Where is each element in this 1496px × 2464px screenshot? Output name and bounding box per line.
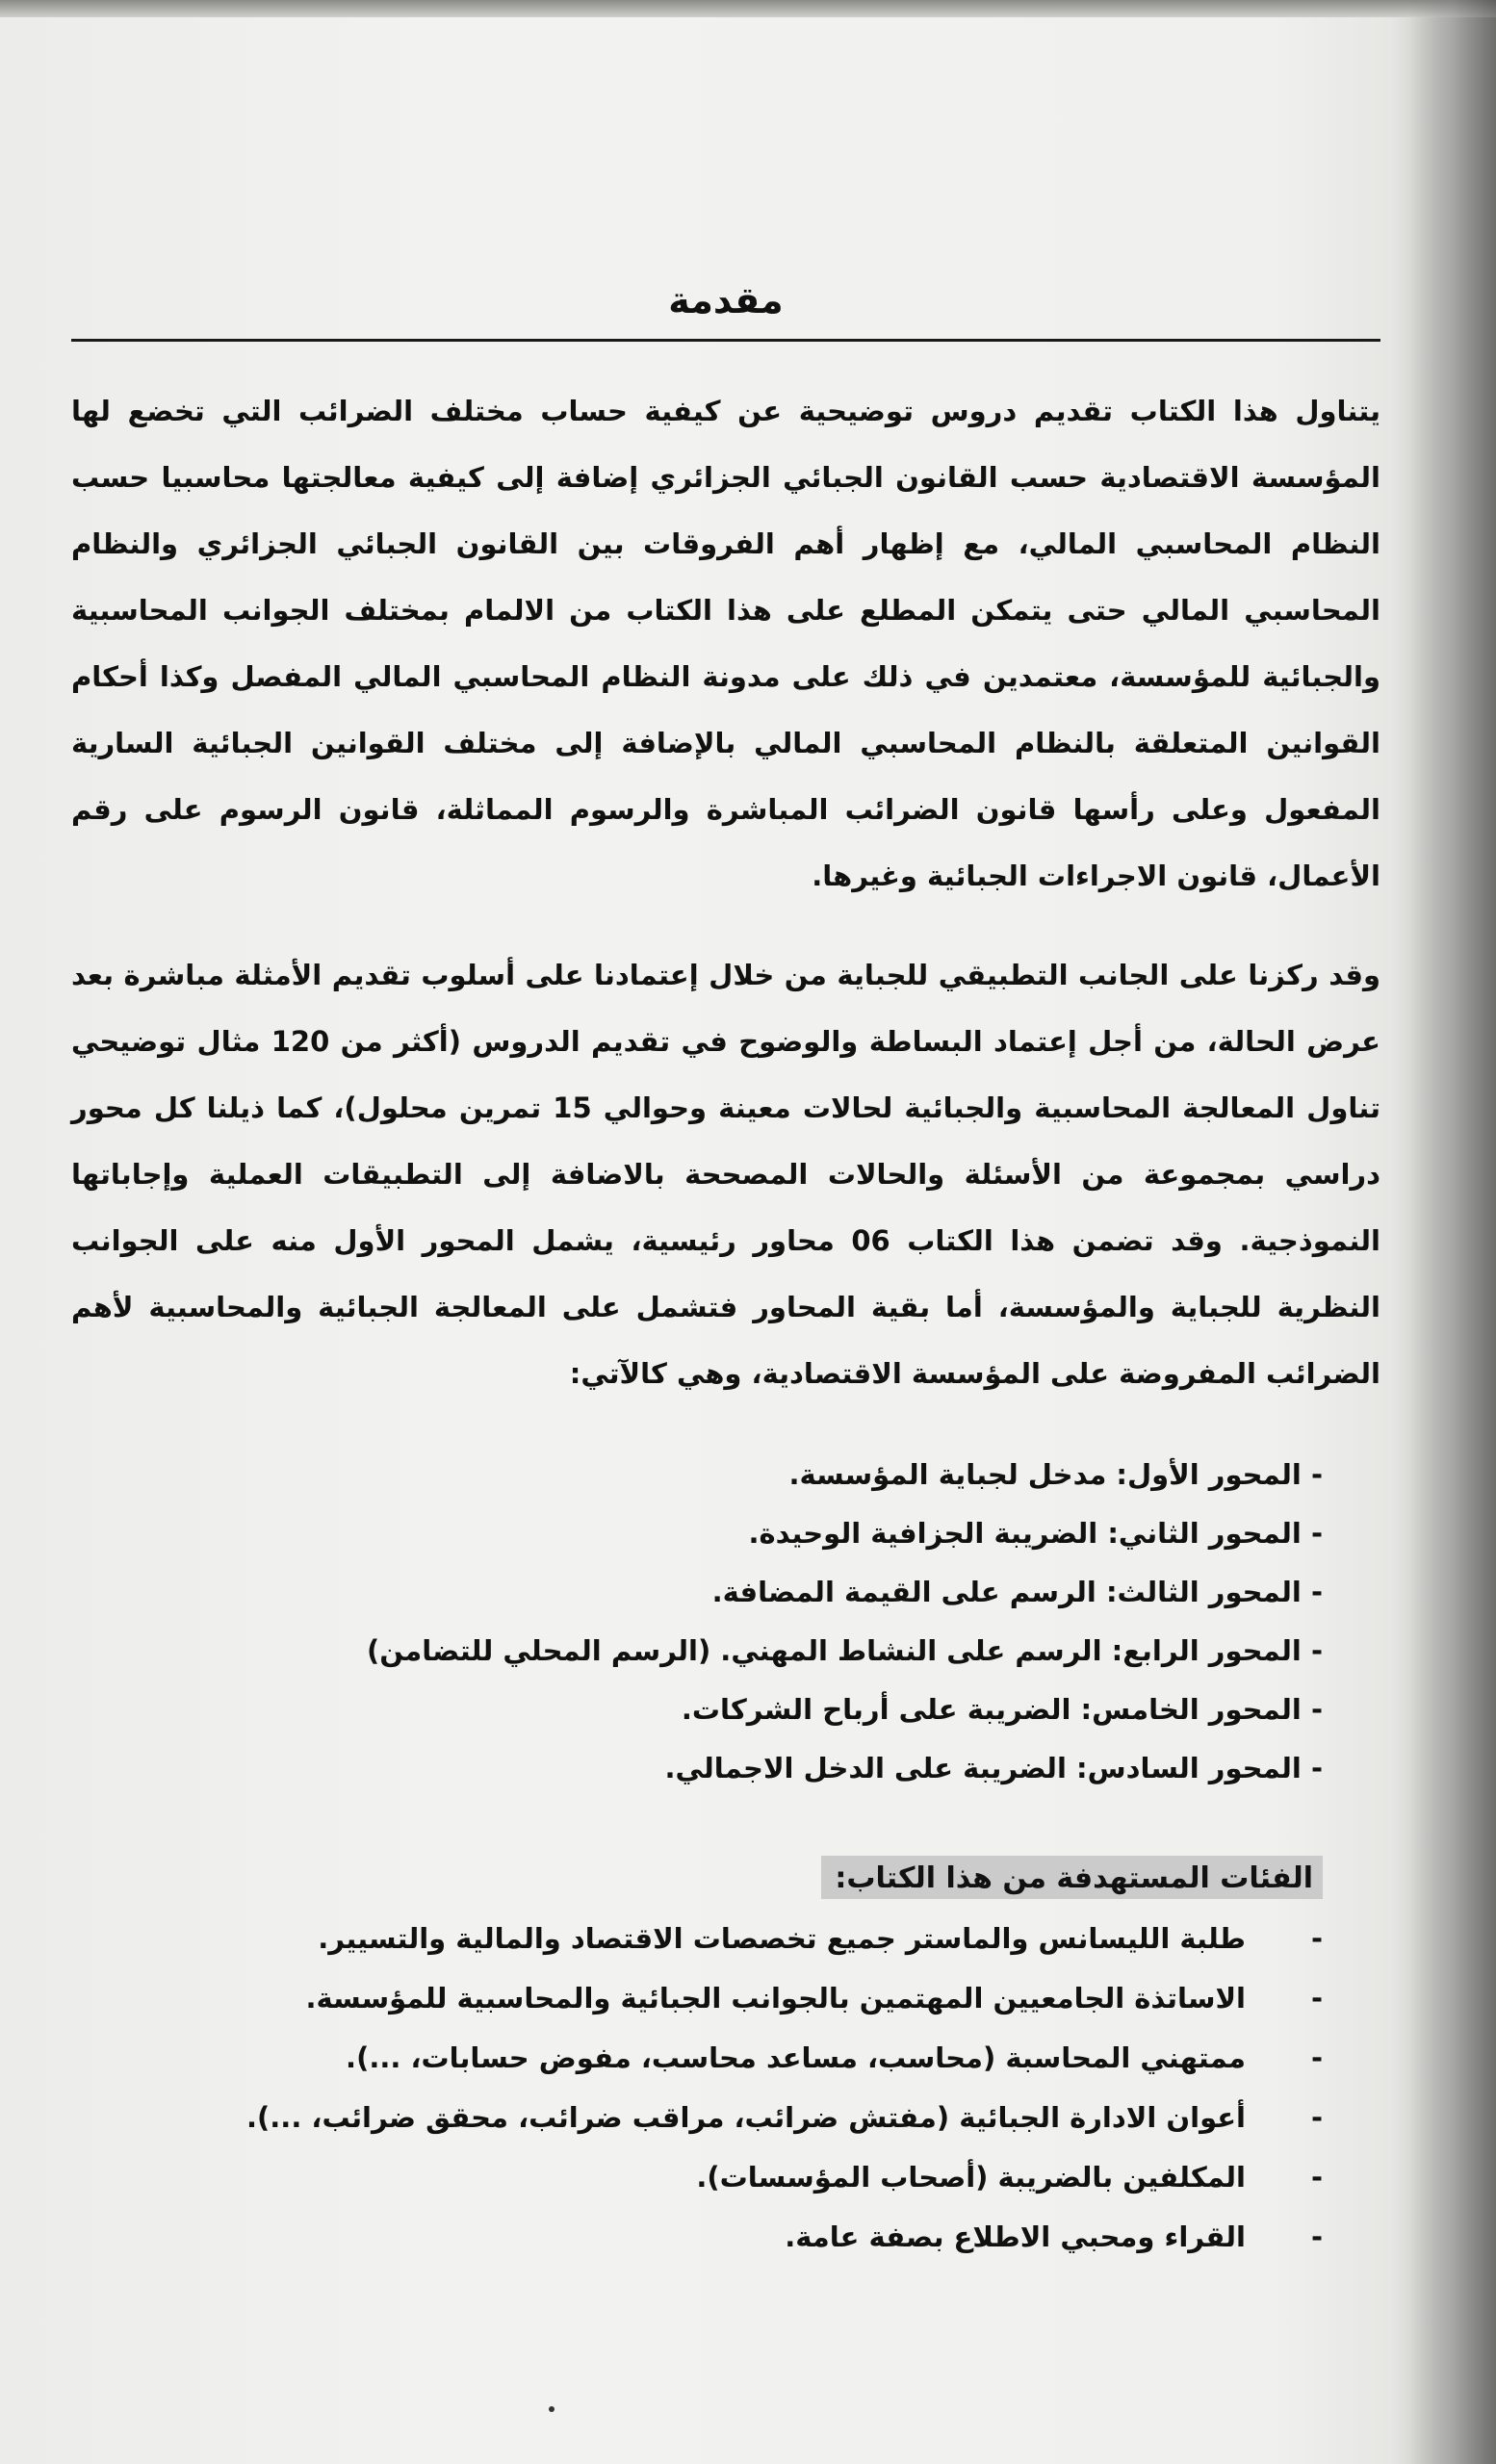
page-dot-mark xyxy=(549,2406,555,2412)
axes-list xyxy=(71,1446,1380,1798)
paragraph-spacer xyxy=(71,910,1380,942)
list-item: - المحور الرابع: الرسم على النشاط المهني. (الرسم المحلي للتضامن) xyxy=(71,1622,1323,1681)
bullet-dash: - xyxy=(1310,2041,1323,2074)
intro-paragraph: يتناول هذا الكتاب تقديم دروس توضيحية عن كيفية حساب مختلف الضرائب التي تخضع لها المؤسسة الاقتصادية حسب القانون الجبائي الجزائري إضافة إلى كيفية معالجتها محاسبيا حسب النظام المحاسبي المالي، مع إظهار أهم الفروقات بين القانون الجبائي الجزائري والنظام المحاسبي المالي حتى يتمكن المطلع على هذا الكتاب من الالمام بمختلف الجوانب المحاسبية والجبائية للمؤسسة، معتمدين في ذلك على مدونة النظام المحاسبي المالي المفصل وكذا أحكام القوانين المتعلقة بالنظام المحاسبي المالي بالإضافة إلى مختلف القوانين الجبائية السارية المفعول وعلى رأسها قانون الضرائب المباشرة والرسوم المماثلة، قانون الرسوم على رقم الأعمال، قانون الاجراءات الجبائية وغيرها. xyxy=(71,395,1380,892)
list-item: - المحور السادس: الضريبة على الدخل الاجمالي. xyxy=(71,1739,1323,1798)
list-item-text: أعوان الادارة الجبائية (مفتش ضرائب، مراقب ضرائب، محقق ضرائب، ...). xyxy=(246,2101,1246,2134)
page-top-shadow xyxy=(0,0,1496,17)
bullet-dash: - xyxy=(1310,2101,1323,2134)
page-title: مقدمة xyxy=(668,279,784,321)
list-item: - المحور الثاني: الضريبة الجزافية الوحيدة. xyxy=(71,1504,1323,1563)
method-paragraph: وقد ركزنا على الجانب التطبيقي للجباية من خلال إعتمادنا على أسلوب تقديم الأمثلة مباشرة بعد عرض الحالة، من أجل إعتماد البساطة والوضوح في تقديم الدروس (أكثر من 120 مثال توضيحي تناول المعالجة المحاسبية والجبائية لحالات معينة وحوالي 15 تمرين محلول)، كما ذيلنا كل محور دراسي بمجموعة من الأسئلة والحالات المصححة بالاضافة إلى التطبيقات العملية وإجاباتها النموذجية. وقد تضمن هذا الكتاب 06 محاور رئيسية، يشمل المحور الأول منه على الجوانب النظرية للجباية والمؤسسة، أما بقية المحاور فتشمل على المعالجة الجبائية والمحاسبية لأهم الضرائب المفروضة على المؤسسة الاقتصادية، وهي كالآتي: xyxy=(71,959,1380,1390)
title-underline xyxy=(71,339,1380,342)
list-item: - المحور الخامس: الضريبة على أرباح الشركات. xyxy=(71,1681,1323,1739)
list-item xyxy=(71,2088,1323,2147)
list-item: - المحور الثالث: الرسم على القيمة المضافة. xyxy=(71,1563,1323,1622)
list-item-text: المكلفين بالضريبة (أصحاب المؤسسات). xyxy=(696,2161,1246,2194)
bullet-dash: - xyxy=(1310,2220,1323,2253)
target-audience-heading: الفئات المستهدفة من هذا الكتاب: xyxy=(821,1856,1323,1899)
list-item-text: طلبة الليسانس والماستر جميع تخصصات الاقتصاد والمالية والتسيير. xyxy=(318,1922,1246,1955)
list-item-text: ممتهني المحاسبة (محاسب، مساعد محاسب، مفوض حسابات، ...). xyxy=(346,2041,1246,2074)
list-item-text: الاساتذة الجامعيين المهتمين بالجوانب الجبائية والمحاسبية للمؤسسة. xyxy=(305,1982,1246,2015)
page-content xyxy=(71,279,1380,2267)
bullet-dash: - xyxy=(1310,1922,1323,1955)
list-item xyxy=(71,2028,1323,2088)
list-item-text: القراء ومحبي الاطلاع بصفة عامة. xyxy=(785,2220,1246,2253)
list-item xyxy=(71,1909,1323,1968)
page-binding-shadow xyxy=(1409,0,1496,2464)
target-audience-list xyxy=(71,1909,1380,2267)
list-item: - المحور الأول: مدخل لجباية المؤسسة. xyxy=(71,1446,1323,1504)
bullet-dash: - xyxy=(1310,2161,1323,2194)
list-item xyxy=(71,2207,1323,2267)
bullet-dash: - xyxy=(1310,1982,1323,2015)
list-item xyxy=(71,1968,1323,2028)
list-item xyxy=(71,2147,1323,2207)
